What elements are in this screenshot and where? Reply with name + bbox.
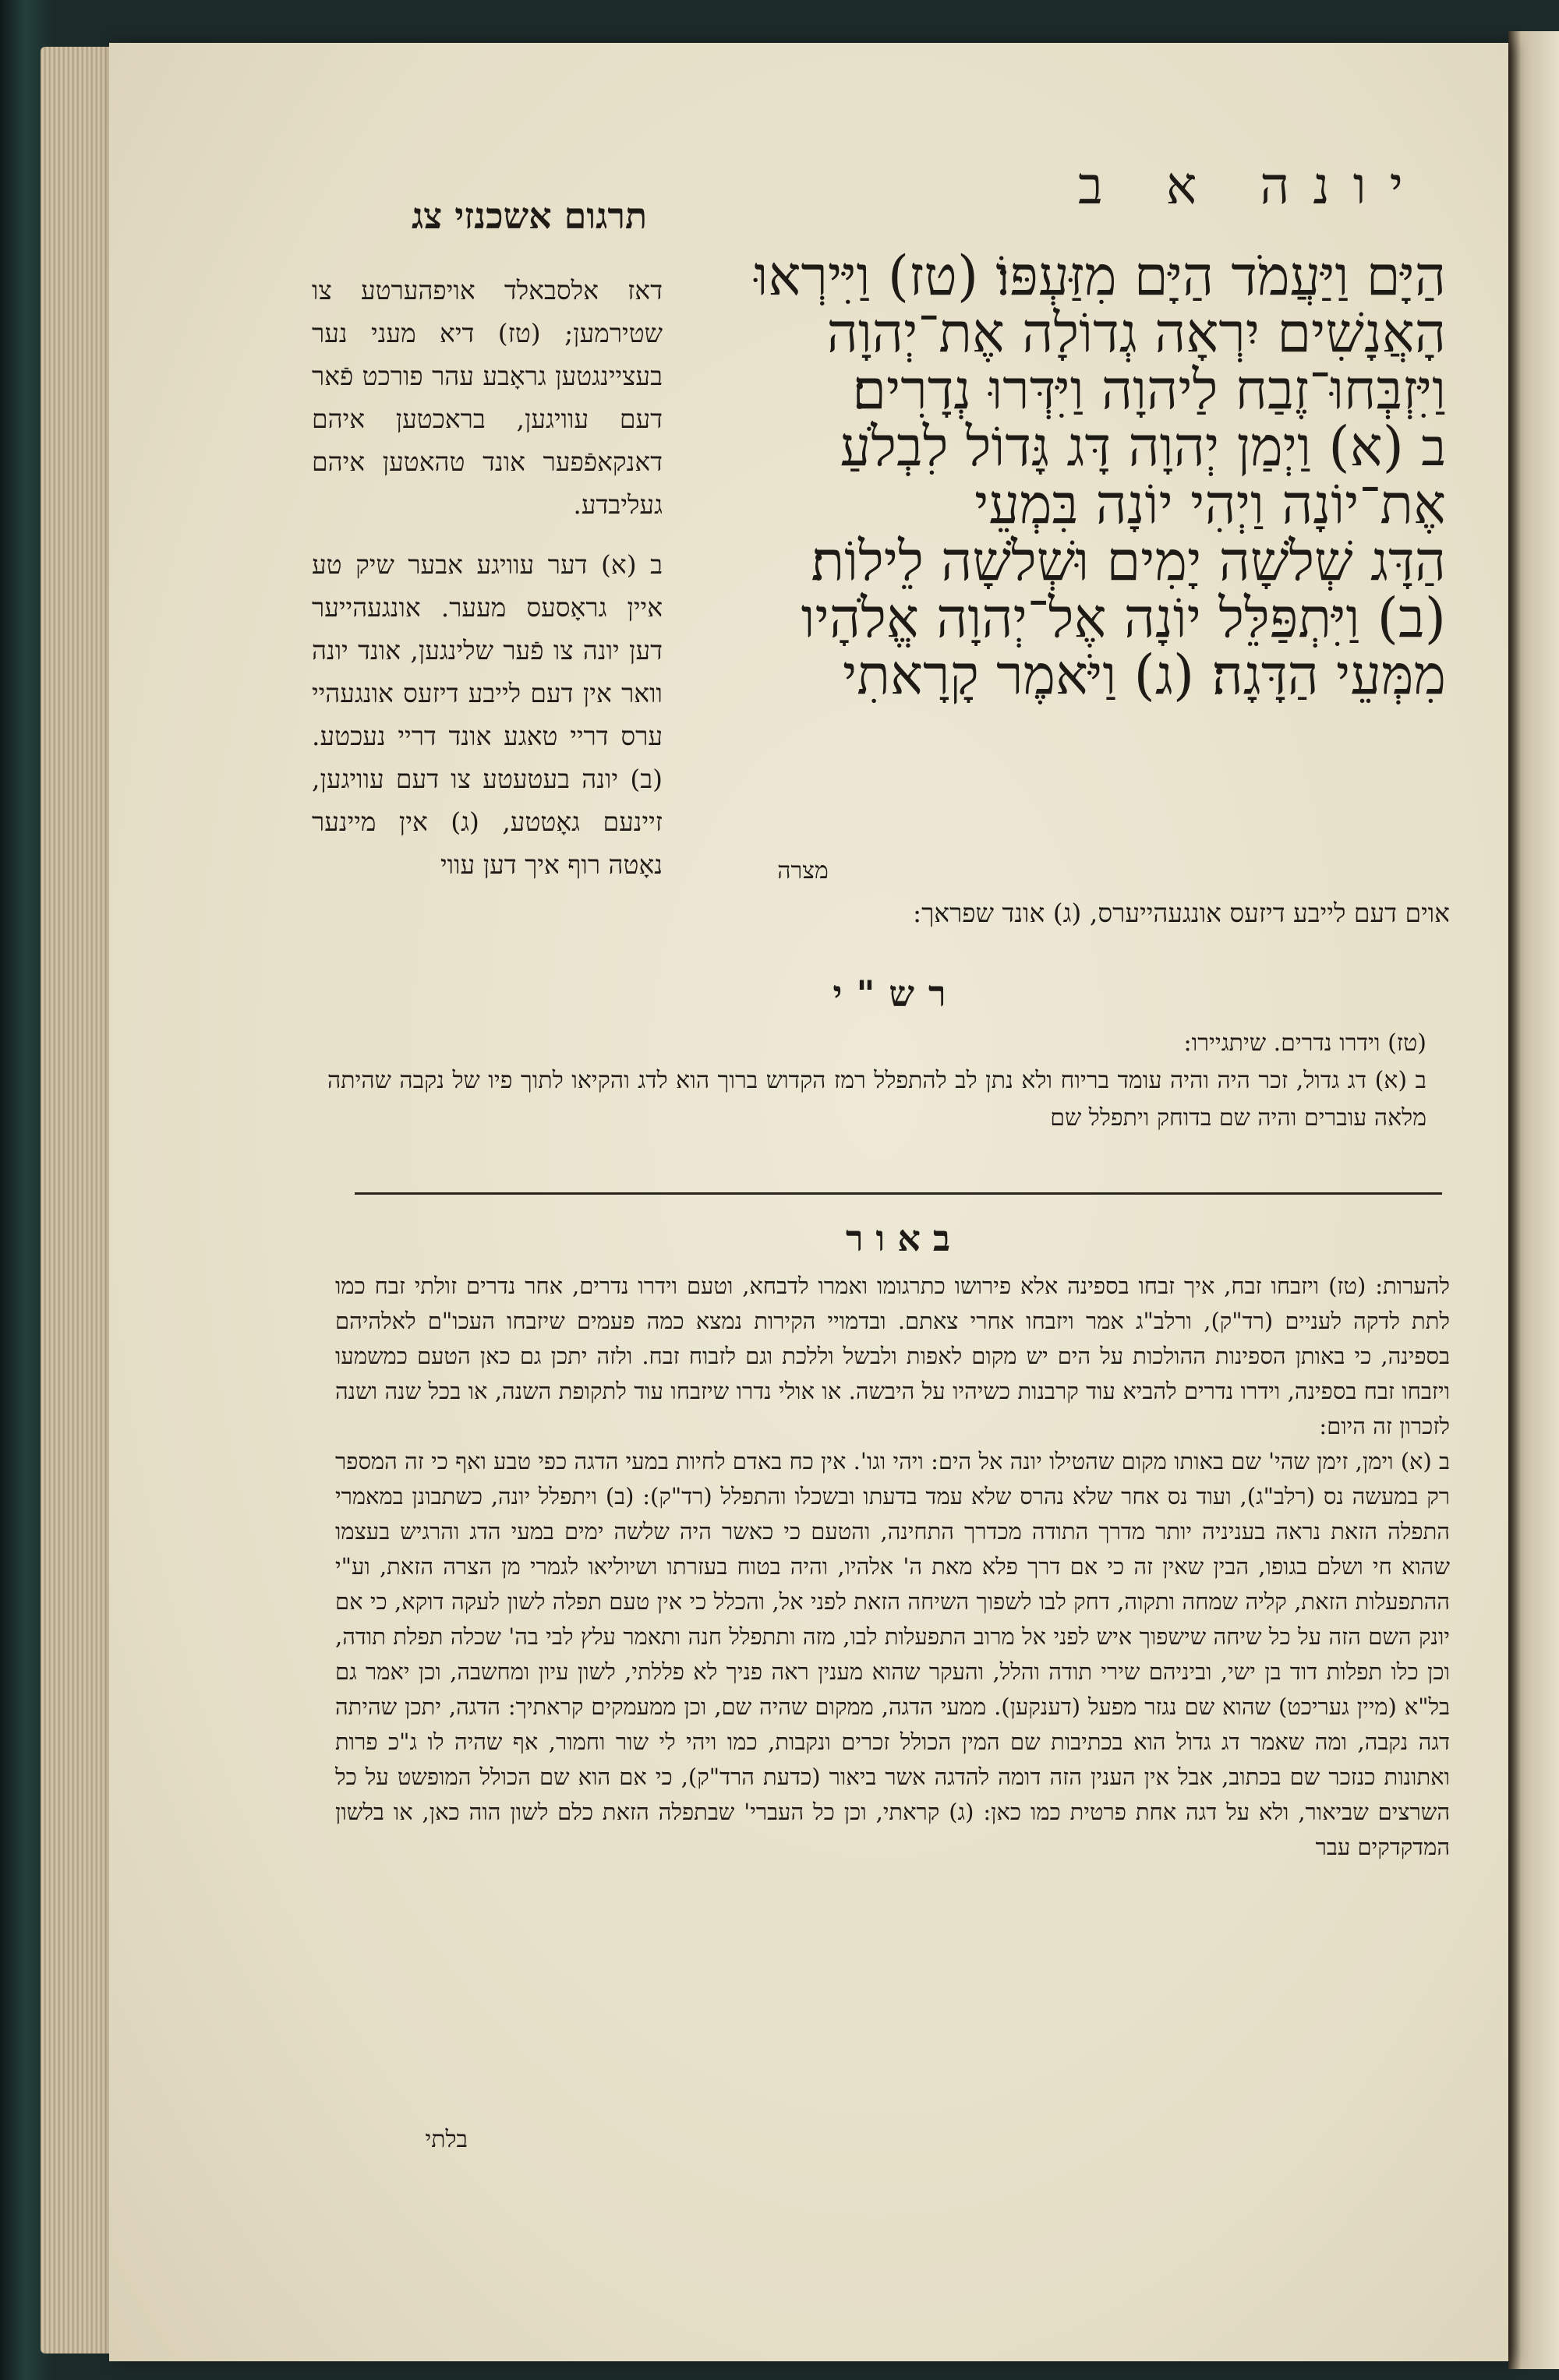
- rashi-commentary: [327, 1025, 1426, 1137]
- rashi-heading: רש"י: [833, 973, 960, 1015]
- bible-verse: (א) וַיְמַן יְהוָה דָּג גָּדוֹל לִבְלֹעַ: [840, 415, 1404, 478]
- bible-line: וַיִּזְבְּחוּ־זֶבַח לַיהוָה וַיִּדְּרוּ נְדָרִים׃: [852, 358, 1446, 422]
- section-divider: [355, 1192, 1442, 1195]
- facing-page-edge: [1508, 31, 1559, 2369]
- rashi-lead: (טז) וידרו נדרים. שיתגיירו:: [1183, 1029, 1426, 1057]
- biur-commentary: [335, 1269, 1450, 1865]
- targum-paragraph: דאז אלסבאלד אויפהערטע צו שטירמען; (טז) דיא מעני נער בעציינגטען גראָבע עהר פורכט פֿאר דעם עוויגען, בראכטען איהם דאנקאפֿפער אונד טהאטען איהם געליבדע.: [312, 275, 663, 520]
- running-head-targum: תרגום אשכנזי צג: [411, 195, 647, 237]
- bible-catchword: מצרה: [777, 857, 829, 885]
- bible-line: [729, 415, 1446, 478]
- bible-line: מִמְּעֵי הַדָּגָה׃ (ג) וַיֹּאמֶר קָרָאתִי: [842, 643, 1446, 707]
- bible-line: הַדָּג שְׁלֹשָׁה יָמִים וּשְׁלֹשָׁה לֵילוֹת׃: [811, 529, 1446, 593]
- biur-paragraph: להערות: (טז) ויזבחו זבח, איך זבחו בספינה אלא פירושו כתרגומו ואמרו לדבחא, וטעם וידרו נדרים, אחר נדרים זולתי זבח כמו לתת לדקה לעניים (רד"ק), ורלב"ג אמר ויזבחו אחרי צאתם. ובדמויי הקירות נמצא כמה פעמים שיזבחו העכו"ם לאלהיהם בספינה, כי באותן הספינות ההולכות על הים יש מקום לאפות ולבשל וללכת וגם לזבוח זבח. ולזה יתכן גם כאן הטעם כמשמעו ויזבחו זבח בספינה, וידרו נדרים להביא עוד קרבנות כשיהיו על היבשה. או אולי נדרו שיזבחו עוד לתקופת השנה, או בכל שנה ושנה לזכרון זה היום:: [335, 1273, 1450, 1439]
- rashi-text: ב (א) דג גדול, זכר היה והיה עומד בריוח ולא נתן לב להתפלל רמז הקדוש ברוך הוא לדג והקיאו לתוך פיו של נקבה שהיתה מלאה עוברים והיה שם בדוחק ויתפלל שם: [327, 1067, 1426, 1132]
- targum-bridge-line: אוים דעם לייבע דיזעס אונגעהייערס, (ג) אונד שפראך:: [912, 898, 1450, 928]
- bible-line: אֶת־יוֹנָה וַיְהִי יוֹנָה בִּמְעֵי: [974, 472, 1446, 536]
- bible-line: (ב) וַיִּתְפַּלֵּל יוֹנָה אֶל־יְהוָה אֱלֹהָיו: [801, 586, 1446, 650]
- biur-catchword: בלתי: [425, 2126, 468, 2153]
- chapter-mark: ב: [1421, 418, 1446, 478]
- targum-column: [312, 269, 663, 903]
- page-edges: [41, 47, 111, 2354]
- biur-heading: באור: [845, 1217, 963, 1259]
- bible-text: [729, 244, 1446, 707]
- targum-paragraph: ב (א) דער עוויגע אבער שיק טע איין גראָסעס מעער. אונגעהייער דען יונה צו פֿער שלינגען, אונד יונה וואר אין דעם לייבע דיזעס אונגעהיי ערס דריי טאגע אונד דריי נעכטע. (ב) יונה בעטעטע צו דעם עוויגען, זיינעם גאָטטע, (ג) אין מיינער נאָטה רוף איך דען עווי: [312, 549, 663, 880]
- bible-line: הָאֲנָשִׁים יִרְאָה גְדוֹלָה אֶת־יְהוָה: [826, 301, 1446, 365]
- bible-line: הַיָּם וַיַּעֲמֹד הַיָּם מִזַּעְפּוֹ׃ (טז) וַיִּירְאוּ: [754, 244, 1446, 308]
- running-head-book: יונה א ב: [1078, 156, 1426, 216]
- biur-paragraph: ב (א) וימן, זימן שהי' שם באותו מקום שהטילו יונה אל הים: ויהי וגו'. אין כח באדם לחיות במעי הדגה כפי טבע ואף כי זה המספר רק במעשה נס (רלב"ג), ועוד נס אחר שלא נהרס שלא עמד בדעתו ובשכלו והתפלל (רד"ק): (ב) ויתפלל יונה, כשתבונן במאמרי התפלה הזאת נראה בעניניה יותר מדרך התודה מכדרך התחינה, והטעם כי כאשר היה שלשה ימים במעי הדג והרגיש בעצמו שהוא חי ושלם בגופו, הבין שאין זה כי אם דרך פלא מאת ה' אלהיו, והיה בטוח בעזרתו ושיוליאו לגמרי מן הצרה הזאת, וע"י ההתפעלות הזאת, קליה שמחה ותקוה, דחק לבו לשפוך השיחה הזאת לפני אל, והכלל כי אין טעם תפלה לשון לעקה דוקא, כי אם יונק השם הזה על כל שיחה שישפוך איש לפני אל מרוב התפעלות לבו, מזה ותתפלל חנה ותאמר עלץ לבי בה' שכלה תפלת תודה, וכן כלו תפלות דוד בן ישי, וביניהם שירי תודה והלל, והעקר שהוא מענין ראה פניך לא פללתי, לשון עיון ומחשבה, וכן יאמר גם בל"א (מיין געריכט) שהוא שם נגזר מפעל (דענקען). ממעי הדגה, ממקום שהיה שם, וכן ממעמקים קראתיך: הדגה, יתכן שהיתה דגה נקבה, ומה שאמר דג גדול הוא בכתיבות שם המין הכולל זכרים ונקבות, כמו ויהי לי שור וחמור, אף שהיה לו ג"כ פרות ואתונות כנזכר שם בכתוב, אבל אין הענין הזה דומה להדגה אשר ביאור (כדעת הרד"ק), כי אם הוא שם הכולל המופשט על כל השרצים שביאור, ולא על דגה אחת פרטית כמו כאן: (ג) קראתי, וכן כל העברי' שבתפלה הזאת כלם לשון הוה כאן, או בלשון המדקדקים עבר: [335, 1448, 1450, 1860]
